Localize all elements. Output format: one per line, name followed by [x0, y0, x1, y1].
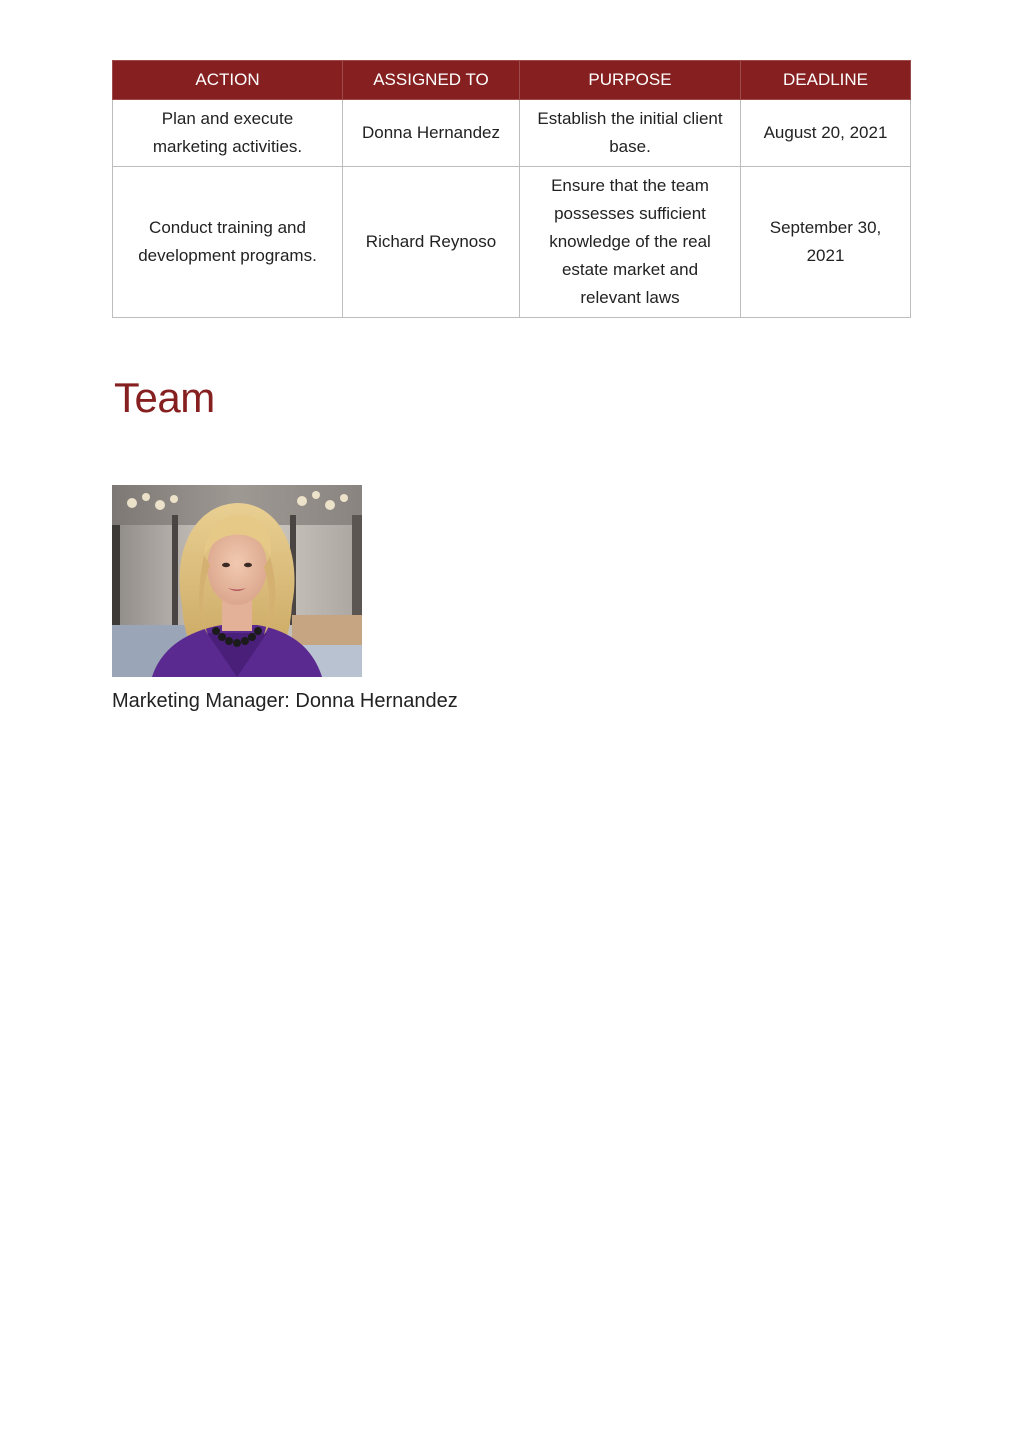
team-heading: Team	[114, 374, 215, 421]
cell-assigned-to: Richard Reynoso	[343, 167, 520, 318]
header-action: ACTION	[113, 61, 343, 100]
table-row	[113, 167, 911, 318]
cell-action: Conduct training and development programs.	[113, 167, 343, 318]
team-member-caption: Marketing Manager: Donna Hernandez	[112, 690, 458, 712]
portrait-photo	[112, 485, 362, 677]
header-assigned-to: ASSIGNED TO	[343, 61, 520, 100]
cell-purpose: Establish the initial client base.	[520, 100, 741, 167]
cell-deadline: September 30, 2021	[741, 167, 911, 318]
cell-action: Plan and execute marketing activities.	[113, 100, 343, 167]
header-purpose: PURPOSE	[520, 61, 741, 100]
cell-purpose: Ensure that the team possesses sufficient knowledge of the real estate market and relevant laws	[520, 167, 741, 318]
table-row	[113, 100, 911, 167]
action-plan-table	[112, 60, 911, 318]
table-header-row	[113, 61, 911, 100]
header-deadline: DEADLINE	[741, 61, 911, 100]
cell-deadline: August 20, 2021	[741, 100, 911, 167]
cell-assigned-to: Donna Hernandez	[343, 100, 520, 167]
